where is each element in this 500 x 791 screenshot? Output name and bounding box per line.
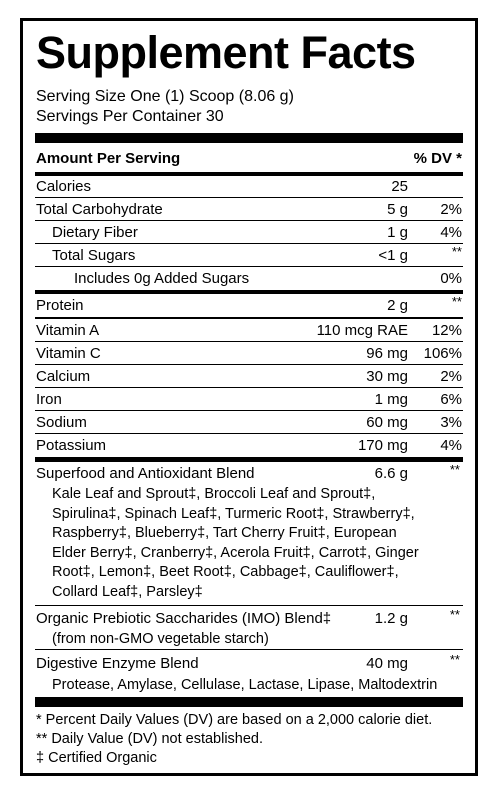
nutrient-label: Total Sugars	[52, 247, 136, 264]
thick-divider	[35, 697, 463, 707]
nutrient-row	[35, 319, 463, 342]
blend-divider	[35, 605, 463, 606]
blend-dv: **	[449, 607, 460, 622]
thick-divider	[35, 133, 463, 143]
amount-per-serving-heading: Amount Per Serving	[36, 150, 181, 167]
nutrient-row	[35, 342, 463, 365]
nutrient-row	[35, 434, 463, 457]
nutrient-label: Total Carbohydrate	[36, 201, 163, 218]
nutrient-amount: 25	[391, 178, 408, 195]
blend-amount: 40 mg	[366, 655, 408, 672]
nutrient-dv: 12%	[431, 322, 462, 339]
nutrient-dv: 0%	[440, 270, 462, 287]
ingredient-line: Raspberry‡, Blueberry‡, Tart Cherry Fruit‡, European	[52, 525, 397, 541]
nutrient-amount: 5 g	[387, 201, 408, 218]
ingredient-line: Spirulina‡, Spinach Leaf‡, Turmeric Root‡, Strawberry‡,	[52, 506, 415, 522]
nutrient-row	[35, 365, 463, 388]
nutrient-label: Vitamin A	[36, 322, 100, 339]
nutrient-dv: 2%	[440, 368, 462, 385]
nutrient-row	[35, 267, 463, 290]
nutrient-label: Protein	[36, 297, 84, 314]
nutrient-dv: 4%	[440, 224, 462, 241]
nutrient-amount: 170 mg	[357, 437, 408, 454]
blend-divider	[35, 649, 463, 650]
nutrient-dv: 2%	[440, 201, 462, 218]
ingredient-line: Root‡, Lemon‡, Beet Root‡, Cabbage‡, Cauliflower‡,	[52, 564, 399, 580]
thick-divider	[35, 457, 463, 462]
serving-size: Serving Size One (1) Scoop (8.06 g)	[36, 88, 294, 105]
nutrient-dv: 6%	[440, 391, 462, 408]
nutrient-label: Includes 0g Added Sugars	[74, 270, 250, 287]
nutrient-amount: 96 mg	[366, 345, 408, 362]
nutrient-label: Vitamin C	[36, 345, 101, 362]
ingredient-line: Elder Berry‡, Cranberry‡, Acerola Fruit‡, Carrot‡, Ginger	[52, 545, 419, 561]
nutrient-amount: 1 g	[387, 224, 408, 241]
nutrient-dv: 106%	[423, 345, 462, 362]
nutrient-row	[35, 198, 463, 221]
nutrient-row	[35, 294, 463, 317]
blend-dv: **	[449, 652, 460, 667]
nutrient-amount: 30 mg	[366, 368, 408, 385]
nutrient-dv: 4%	[440, 437, 462, 454]
superfood-blend	[35, 462, 463, 605]
blend-label: Organic Prebiotic Saccharides (IMO) Blend‡	[36, 610, 332, 627]
nutrient-row	[35, 388, 463, 411]
nutrient-label: Calories	[36, 178, 92, 195]
panel-title: Supplement Facts	[36, 27, 416, 78]
footnote-not-established: ** Daily Value (DV) not established.	[36, 731, 264, 747]
blend-amount: 1.2 g	[374, 610, 408, 627]
footnote-dv: * Percent Daily Values (DV) are based on a 2,000 calorie diet.	[36, 712, 433, 728]
nutrient-dv: **	[451, 244, 462, 259]
nutrient-amount: 60 mg	[366, 414, 408, 431]
nutrient-amount: <1 g	[378, 247, 408, 264]
nutrient-row	[35, 411, 463, 434]
blend-dv: **	[449, 462, 460, 477]
nutrient-label: Sodium	[36, 414, 87, 431]
nutrient-amount: 1 mg	[374, 391, 408, 408]
daily-value-heading: % DV *	[413, 150, 462, 167]
nutrient-label: Calcium	[36, 368, 91, 385]
ingredient-line: Protease, Amylase, Cellulase, Lactase, Lipase, Maltodextrin	[52, 677, 438, 693]
supplement-facts-panel	[20, 18, 478, 776]
nutrient-dv: **	[451, 294, 462, 309]
nutrient-amount: 110 mcg RAE	[316, 322, 408, 339]
nutrient-dv: 3%	[440, 414, 462, 431]
blend-label: Superfood and Antioxidant Blend	[36, 465, 255, 482]
ingredient-line: (from non-GMO vegetable starch)	[52, 631, 269, 647]
ingredient-line: Kale Leaf and Sprout‡, Broccoli Leaf and Sprout‡,	[52, 486, 376, 502]
blend-amount: 6.6 g	[374, 465, 408, 482]
nutrient-label: Potassium	[36, 437, 107, 454]
nutrient-row	[35, 244, 463, 267]
nutrient-row	[35, 175, 463, 198]
nutrient-label: Iron	[36, 391, 62, 408]
nutrient-amount: 2 g	[387, 297, 408, 314]
ingredient-line: Collard Leaf‡, Parsley‡	[52, 584, 203, 600]
prebiotic-blend	[35, 607, 463, 650]
footnote-organic: ‡ Certified Organic	[36, 750, 157, 766]
servings-per-container: Servings Per Container 30	[36, 108, 224, 125]
enzyme-blend	[35, 652, 463, 695]
nutrient-row	[35, 221, 463, 244]
blend-label: Digestive Enzyme Blend	[36, 655, 199, 672]
nutrient-label: Dietary Fiber	[52, 224, 138, 241]
